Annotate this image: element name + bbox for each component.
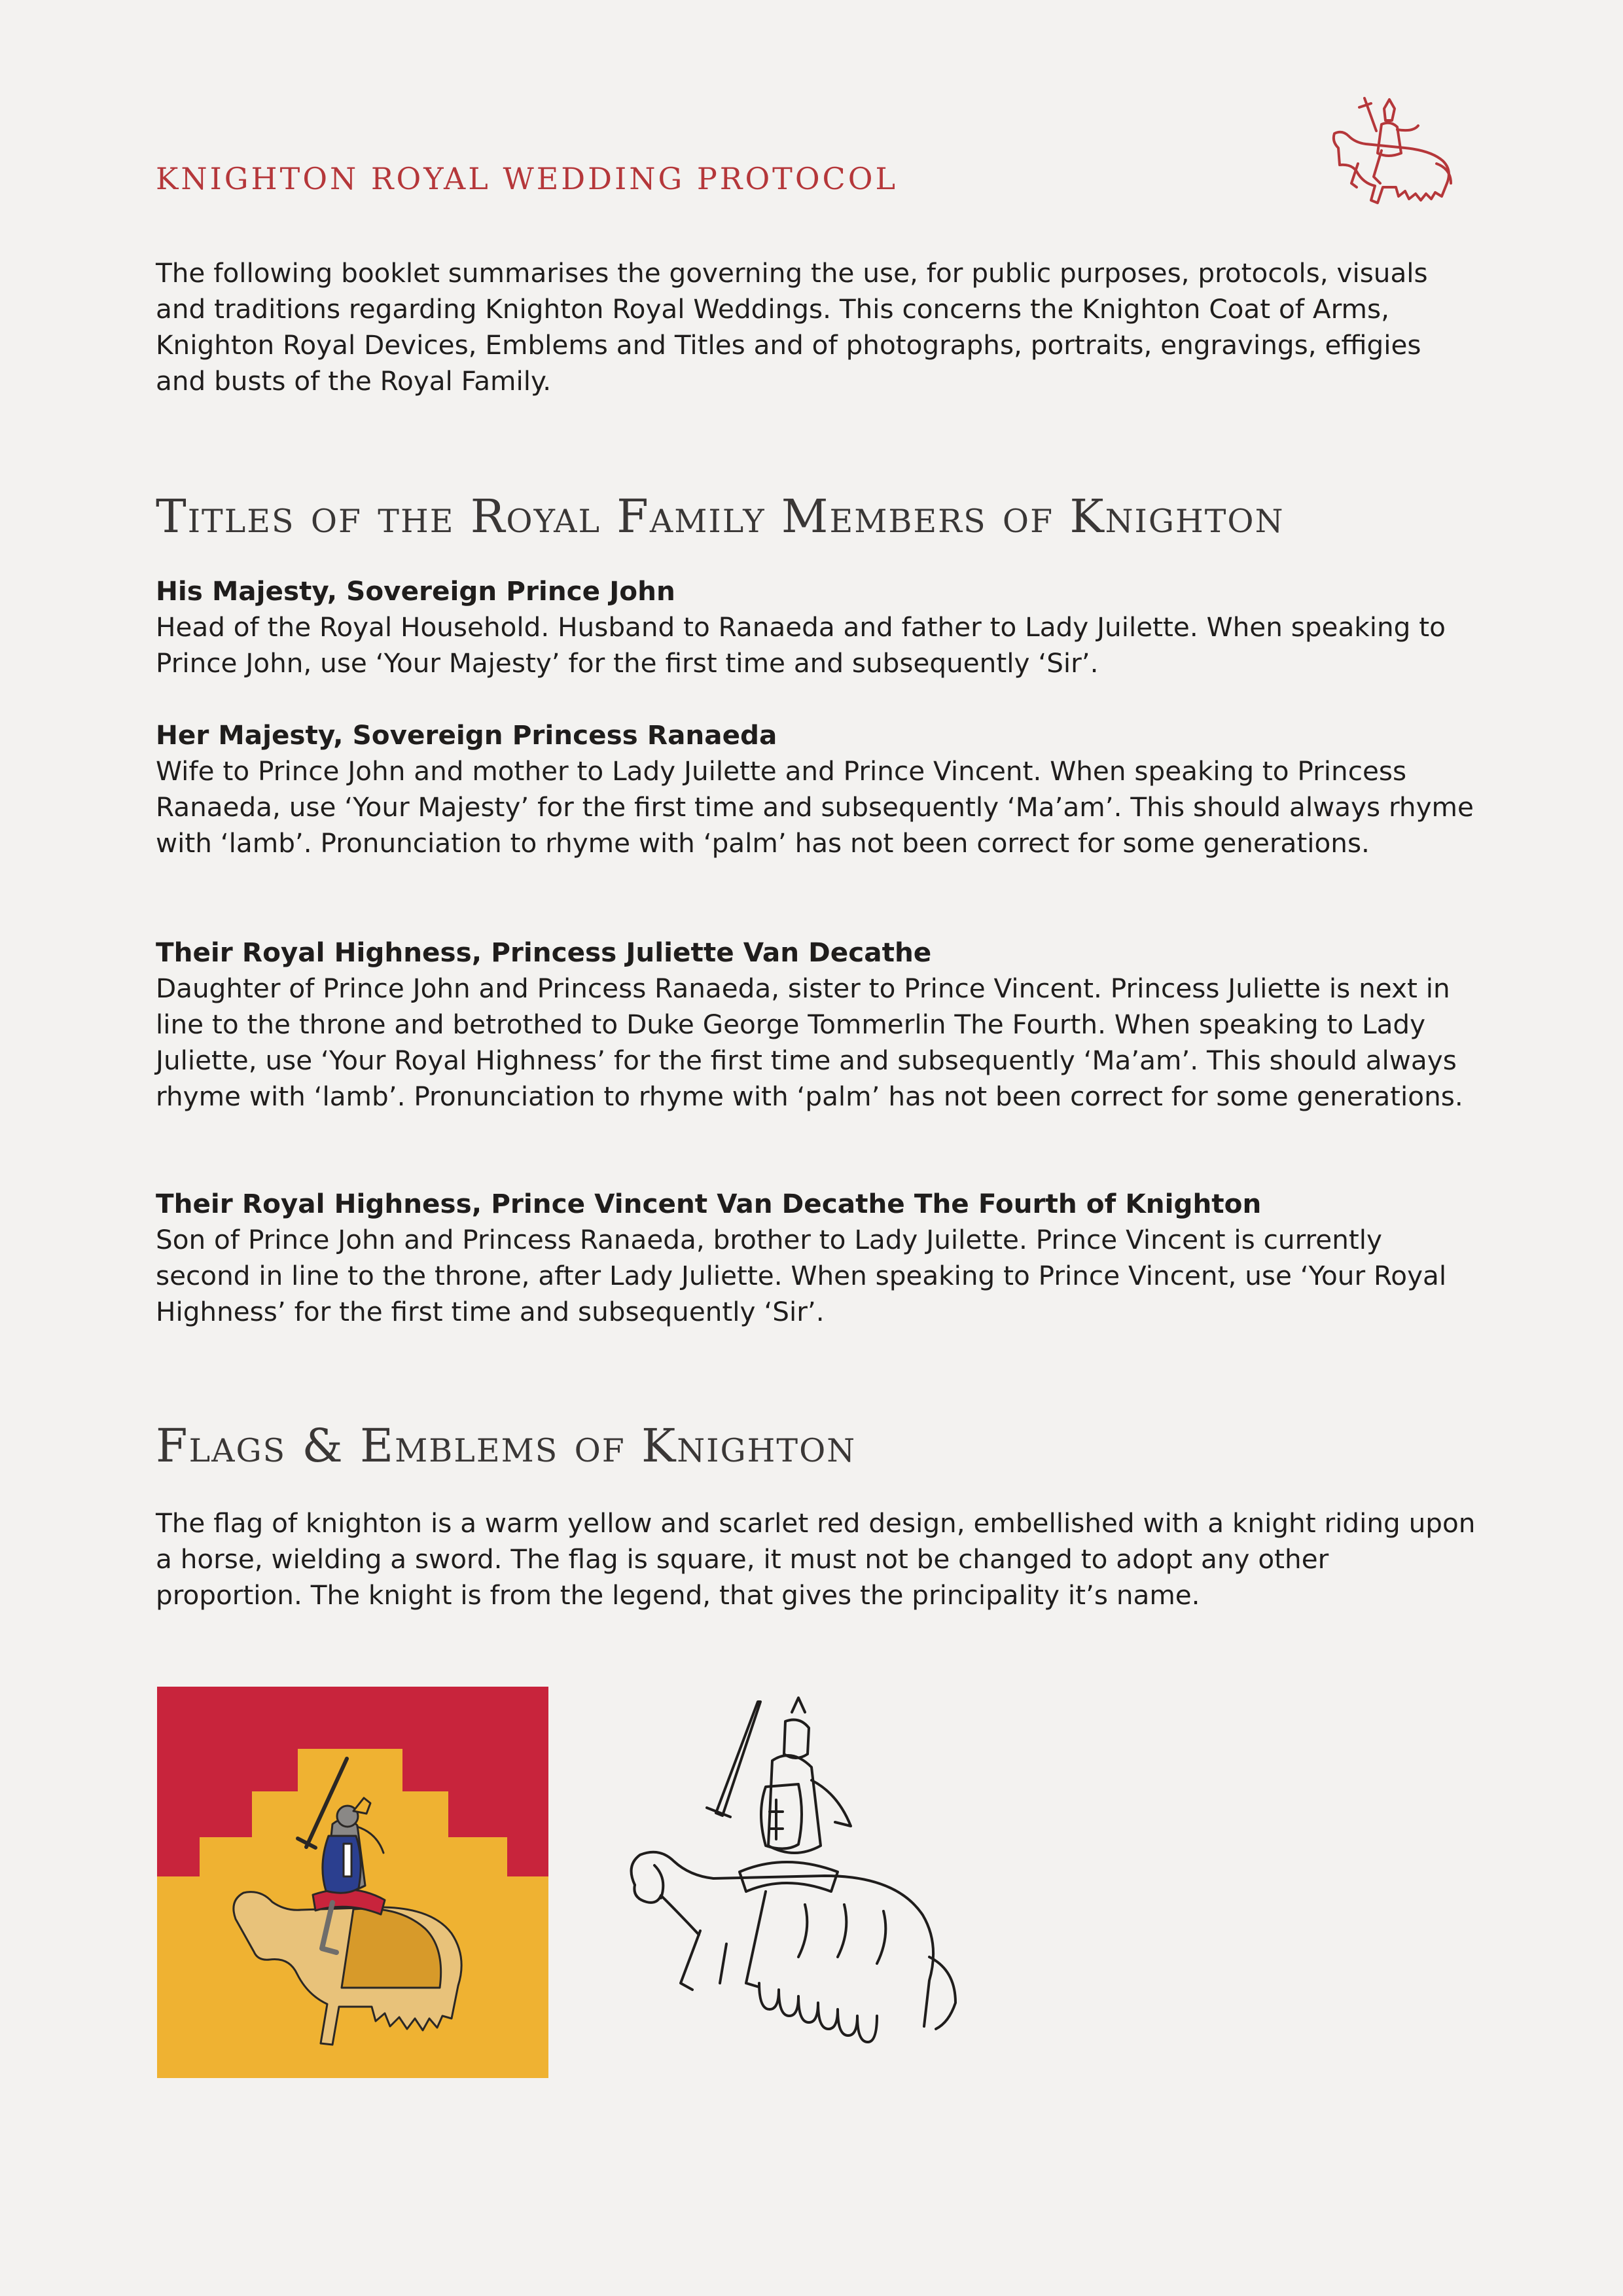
knight-on-horse-icon xyxy=(1319,85,1463,223)
intro-paragraph: The following booklet summarises the governing the use, for public purposes, protocols, visuals and traditions regarding Knighton Royal Weddings. This concerns the Knighton Coat of Arms, Knighton Royal Devices, Emblems and Titles and of photographs, portraits, engravings, effigies and busts of the Royal Family. xyxy=(156,257,1428,397)
member-name: Her Majesty, Sovereign Princess Ranaeda xyxy=(156,719,777,751)
member-entry xyxy=(156,935,1478,1115)
member-description: Head of the Royal Household. Husband to Ranaeda and father to Lady Juilette. When speaking to Prince John, use ‘Your Majesty’ for the first time and subsequently ‘Sir’. xyxy=(156,611,1446,679)
member-entry xyxy=(156,1186,1478,1330)
member-entry xyxy=(156,717,1478,861)
titles-section-heading: Titles of the Royal Family Members of Knighton xyxy=(156,490,1285,543)
member-name: His Majesty, Sovereign Prince John xyxy=(156,575,675,607)
member-name: Their Royal Highness, Princess Juliette Van Decathe xyxy=(156,937,932,968)
knight-outline-emblem xyxy=(609,1695,975,2081)
member-description: Wife to Prince John and mother to Lady Juilette and Prince Vincent. When speaking to Princess Ranaeda, use ‘Your Majesty’ for the first time and subsequently ‘Ma’am’. This should always rhyme with ‘lamb’. Pronunciation to rhyme with ‘palm’ has not been correct for some generations. xyxy=(156,755,1474,859)
member-description: Daughter of Prince John and Princess Ranaeda, sister to Prince Vincent. Princess Juliette is next in line to the throne and betrothed to Duke George Tommerlin The Fourth. When speaking to Lady Juliette, use ‘Your Royal Highness’ for the first time and subsequently ‘Ma’am’. This should always rhyme with ‘lamb’. Pronunciation to rhyme with ‘palm’ has not been correct for some generations. xyxy=(156,973,1463,1112)
member-name: Their Royal Highness, Prince Vincent Van Decathe The Fourth of Knighton xyxy=(156,1188,1262,1219)
knighton-flag xyxy=(157,1687,548,2078)
member-entry xyxy=(156,573,1478,681)
member-description: Son of Prince John and Princess Ranaeda, brother to Lady Juilette. Prince Vincent is currently second in line to the throne, after Lady Juliette. When speaking to Prince Vincent, use ‘Your Royal Highness’ for the first time and subsequently ‘Sir’. xyxy=(156,1224,1447,1327)
document-title: KNIGHTON ROYAL WEDDING PROTOCOL xyxy=(156,161,899,196)
flags-paragraph: The flag of knighton is a warm yellow and scarlet red design, embellished with a knight riding upon a horse, wielding a sword. The flag is square, it must not be changed to adopt any other proportion. The knight is from the legend, that gives the principality it’s name. xyxy=(156,1507,1476,1611)
flags-section-heading: Flags & Emblems of Knighton xyxy=(156,1419,857,1473)
